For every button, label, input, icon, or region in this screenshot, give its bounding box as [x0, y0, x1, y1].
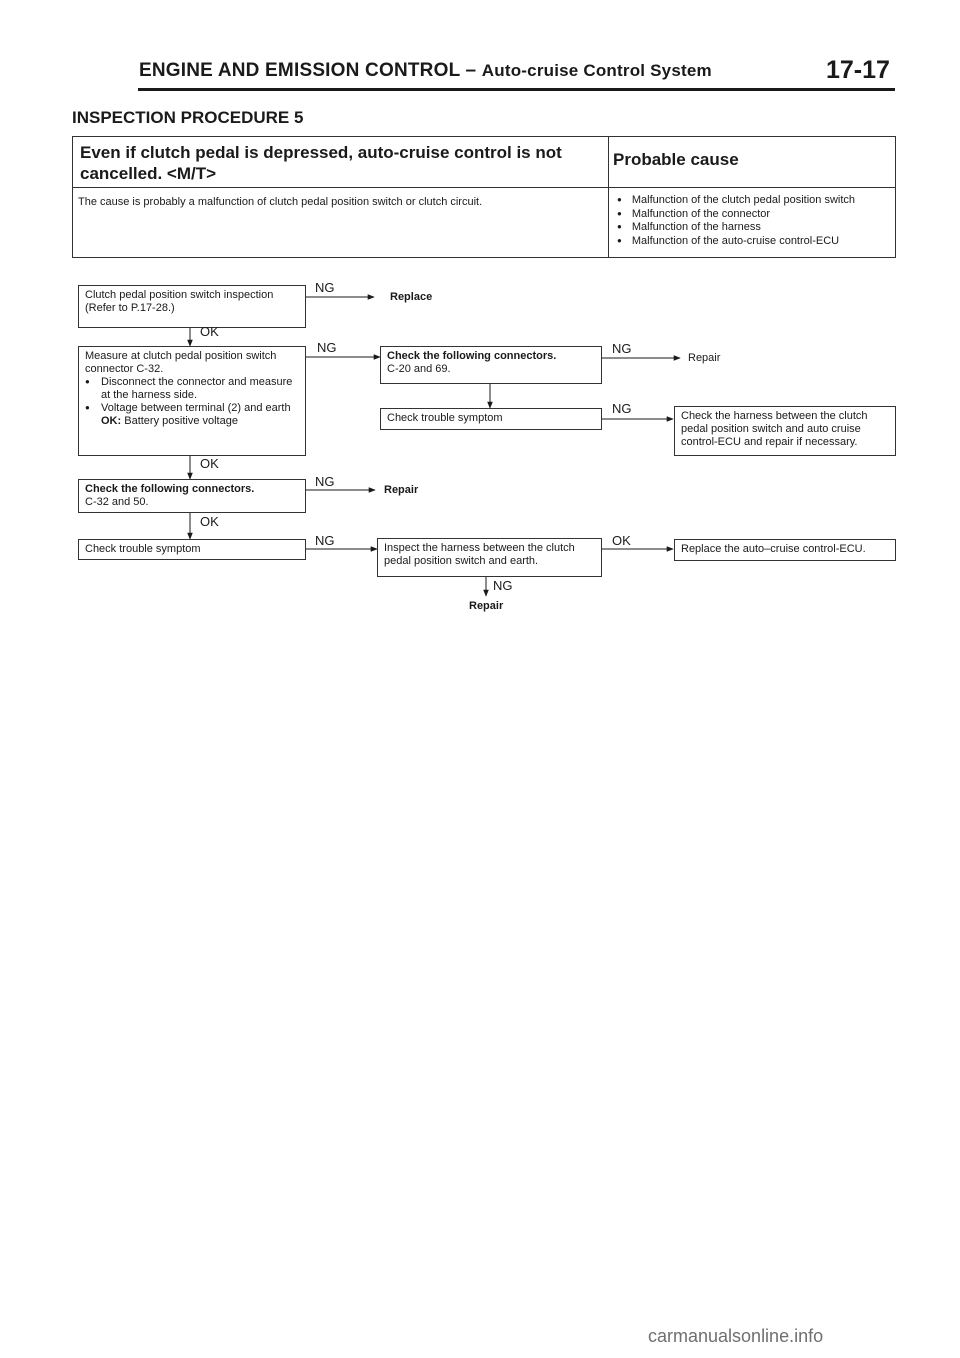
step2-bullet: ● Voltage between terminal (2) and earth: [85, 402, 299, 415]
result-repair: Repair: [384, 484, 419, 496]
subsection-title: Auto-cruise Control System: [481, 61, 712, 80]
probable-cause-list: [617, 194, 855, 248]
procedure-title: INSPECTION PROCEDURE 5: [72, 108, 304, 127]
ng-label: NG: [612, 401, 632, 416]
ok-label: OK: [200, 324, 219, 339]
probable-cause-heading: Probable cause: [613, 150, 739, 169]
ng-label: NG: [315, 533, 335, 548]
step3-line2: C-32 and 50.: [85, 496, 149, 508]
cause-item: ● Malfunction of the connector: [617, 208, 855, 222]
step2-ok-criteria: [85, 415, 299, 428]
result-repair-harness: Repair: [469, 600, 504, 612]
step2-line2: connector C-32.: [85, 363, 164, 375]
step3-line1: Check the following connectors.: [85, 483, 255, 495]
section-title: ENGINE AND EMISSION CONTROL: [139, 60, 461, 81]
result-replace: Replace: [390, 291, 433, 303]
ok-label: OK: [200, 456, 219, 471]
section-header: [139, 60, 712, 82]
step2-bullet: ● Disconnect the connector and measure at the harness side.: [85, 376, 299, 402]
step-clutch-switch-inspection: [78, 285, 306, 328]
step-check-connectors-c32: [78, 479, 306, 513]
step1-line1: Clutch pedal position switch inspection: [85, 289, 274, 301]
step2-line1: Measure at clutch pedal position switch: [85, 350, 277, 362]
step-replace-ecu: [674, 539, 896, 561]
step-inspect-harness-earth: [377, 538, 602, 577]
ok-criteria-value: Battery positive voltage: [124, 415, 238, 427]
watermark: carmanualsonline.info: [648, 1326, 824, 1346]
step4b-line1: Inspect the harness between the clutch pedal position switch and earth.: [384, 542, 575, 567]
step4c-line1: Replace the auto–cruise control-ECU.: [681, 543, 866, 555]
cause-item: ● Malfunction of the harness: [617, 221, 855, 235]
ng-label: NG: [493, 578, 513, 593]
symptom-description: The cause is probably a malfunction of clutch pedal position switch or clutch circuit.: [78, 196, 483, 208]
step2c-line1: Check trouble symptom: [387, 412, 503, 424]
ng-label: NG: [315, 474, 335, 489]
step2b-line1: Check the following connectors.: [387, 350, 557, 362]
step-check-harness-ecu: [674, 406, 896, 456]
ok-label: OK: [612, 533, 631, 548]
result-repair-connectors: Repair: [688, 352, 721, 364]
step2d-line1: Check the harness between the clutch pedal position switch and auto cruise control-ECU and repair if necessary.: [681, 410, 868, 448]
step-measure-switch-connector: [78, 346, 306, 456]
step1-line2: (Refer to P.17-28.): [85, 302, 175, 314]
ok-label: OK: [200, 514, 219, 529]
ng-label: NG: [315, 280, 335, 295]
cause-item: ● Malfunction of the auto-cruise control-ECU: [617, 235, 855, 249]
symptom-title: Even if clutch pedal is depressed, auto-cruise control is not cancelled. <M/T>: [80, 143, 562, 183]
ng-label: NG: [612, 341, 632, 356]
step-check-connectors-c20: [380, 346, 602, 384]
step4-line1: Check trouble symptom: [85, 543, 201, 555]
ok-criteria-label: OK:: [101, 415, 122, 427]
page-number: 17-17: [826, 56, 890, 84]
summary-divider-horizontal: [72, 187, 896, 188]
ng-label: NG: [317, 340, 337, 355]
summary-divider-vertical: [608, 136, 609, 258]
header-rule: [138, 88, 895, 91]
step-check-trouble-symptom: [78, 539, 306, 560]
step2b-line2: C-20 and 69.: [387, 363, 451, 375]
step2-bullets: [85, 376, 299, 415]
step-check-trouble-symptom-2: [380, 408, 602, 430]
cause-item: ● Malfunction of the clutch pedal position switch: [617, 194, 855, 208]
header-dash: –: [465, 60, 477, 81]
